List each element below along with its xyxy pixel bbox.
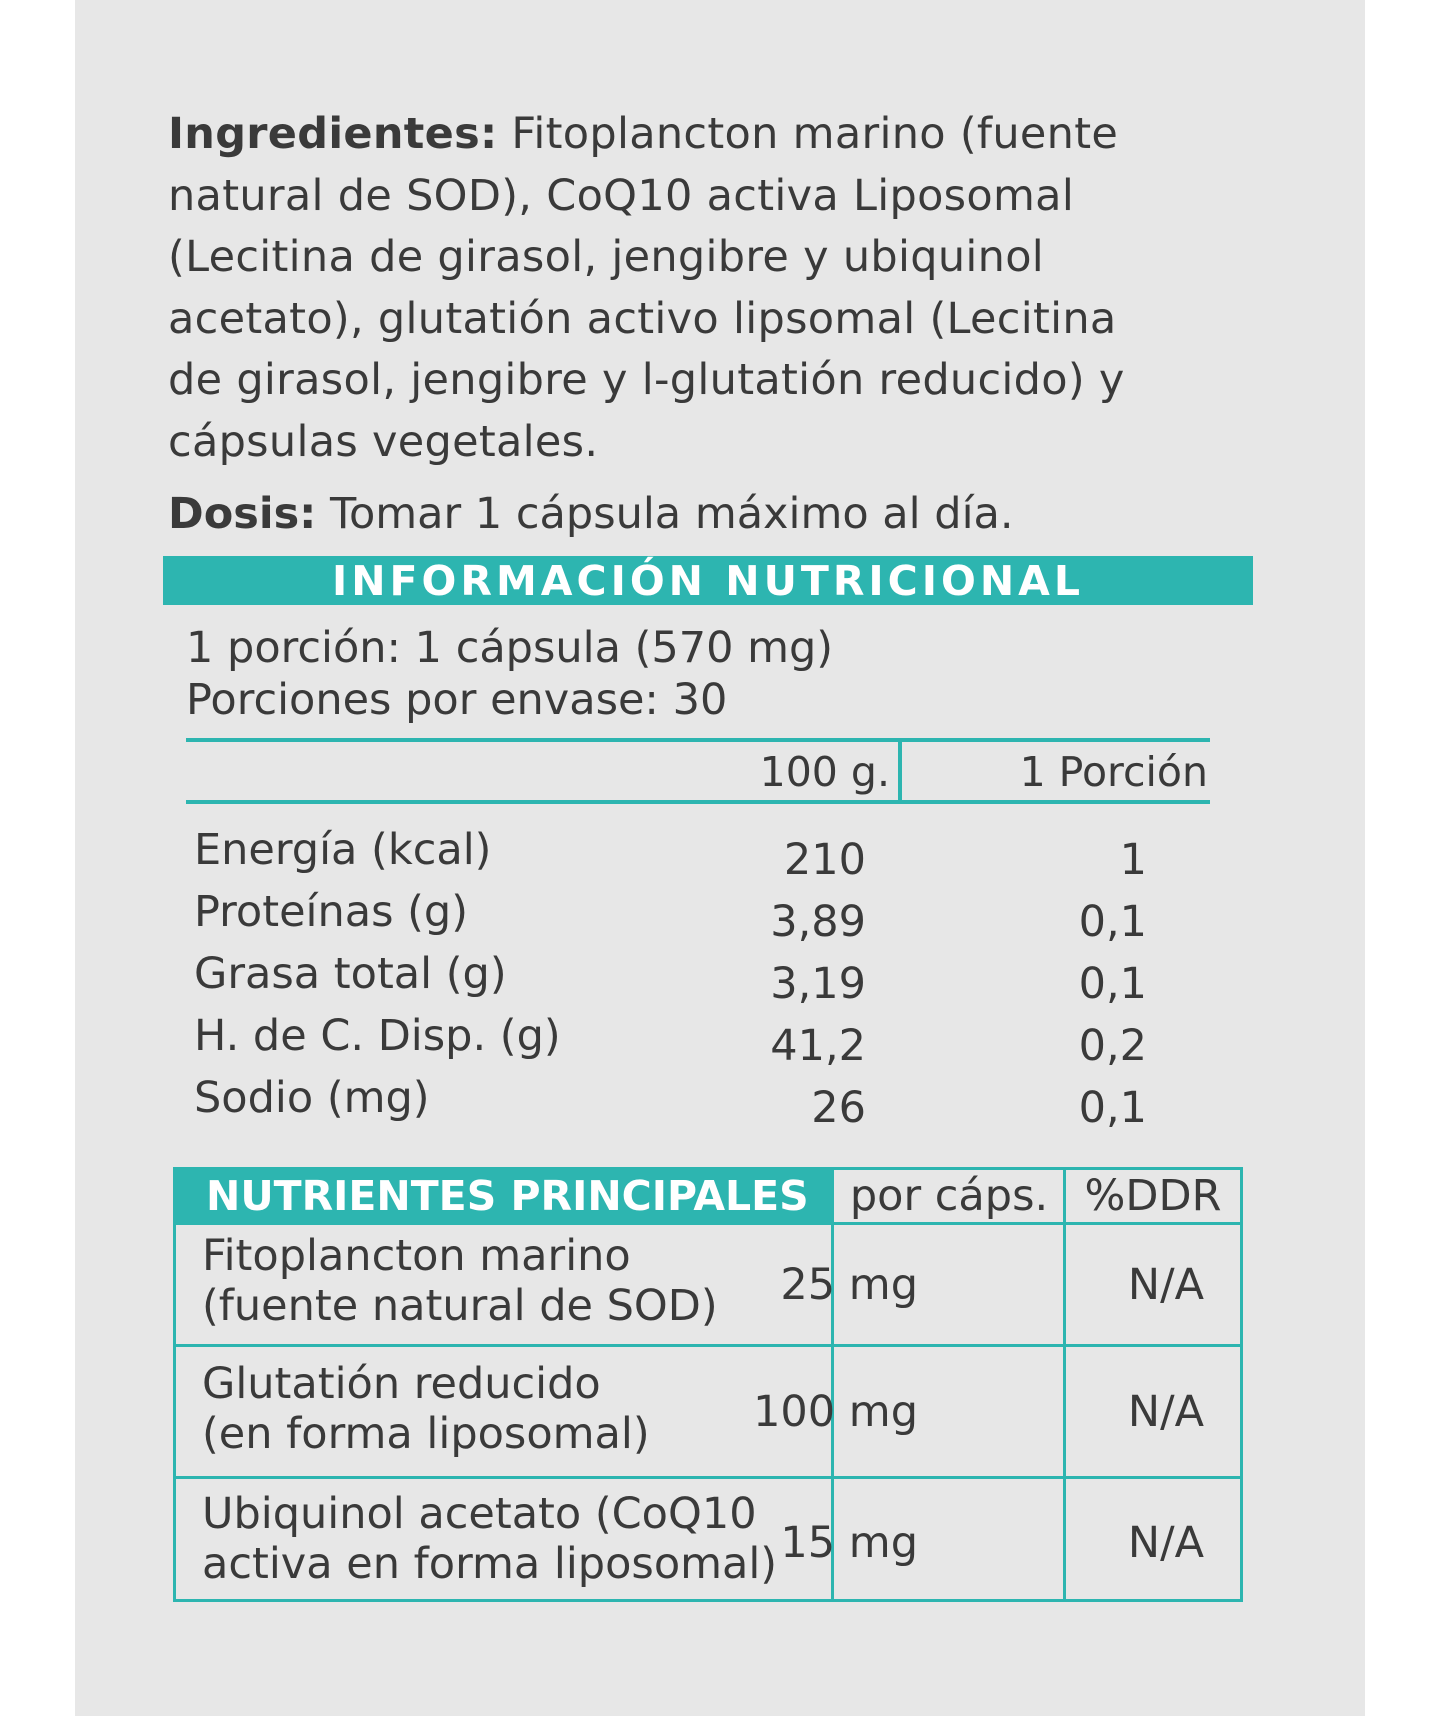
ingredients-line-3: (Lecitina de girasol, jengibre y ubiquinol — [168, 232, 1045, 282]
col-header-portion: 1 Porción — [1019, 748, 1208, 796]
ddr-value: N/A — [1127, 1387, 1204, 1437]
ingredients-label: Ingredientes: — [168, 109, 498, 159]
nutrient-name-line2: (en forma liposomal) — [202, 1409, 650, 1459]
table-row — [176, 1225, 1240, 1344]
table-top-rule — [186, 738, 1210, 742]
nutrient-name-line1: Glutatión reducido — [202, 1359, 601, 1409]
ingredients-text — [168, 104, 1268, 473]
nutrient-label: H. de C. Disp. (g) — [194, 1011, 561, 1061]
nutrient-name-line1: Ubiquinol acetato (CoQ10 — [202, 1489, 757, 1539]
nutrient-label: Energía (kcal) — [194, 825, 492, 875]
col-header-per-capsule: por cáps. — [849, 1171, 1049, 1221]
amount-per-capsule: 25 mg — [780, 1260, 918, 1310]
table-row — [0, 822, 1440, 884]
table-row — [0, 1070, 1440, 1132]
ingredients-line-1: Fitoplancton marino (fuente — [497, 109, 1119, 159]
nutrient-name-line2: activa en forma liposomal) — [202, 1539, 778, 1589]
table-row — [0, 946, 1440, 1008]
nutrition-title: INFORMACIÓN NUTRICIONAL — [331, 556, 1085, 605]
value-per-100g: 3,19 — [770, 959, 866, 1009]
table-row — [176, 1479, 1240, 1599]
dosis-label: Dosis: — [168, 489, 317, 539]
nutrition-title-bar — [163, 556, 1253, 605]
nutrient-label: Sodio (mg) — [194, 1073, 430, 1123]
value-per-100g: 26 — [811, 1083, 866, 1133]
value-per-portion: 0,1 — [1078, 959, 1147, 1009]
col-header-100g: 100 g. — [759, 748, 890, 796]
value-per-100g: 3,89 — [770, 897, 866, 947]
table-header-rule — [186, 800, 1210, 804]
value-per-portion: 0,2 — [1078, 1021, 1147, 1071]
ingredients-line-4: acetato), glutatión activo lipsomal (Lecitina — [168, 293, 1117, 344]
nutrient-name-line2: (fuente natural de SOD) — [202, 1281, 718, 1331]
principal-nutrients-table — [173, 1167, 1243, 1602]
nutrient-label: Grasa total (g) — [194, 949, 507, 999]
dosis-text — [168, 486, 1268, 542]
servings-per-container: Porciones por envase: 30 — [186, 675, 728, 725]
value-per-portion: 0,1 — [1078, 1083, 1147, 1133]
amount-per-capsule: 100 mg — [753, 1387, 918, 1437]
ddr-value: N/A — [1127, 1260, 1204, 1310]
principal-title: NUTRIENTES PRINCIPALES — [206, 1172, 809, 1220]
table-row — [0, 884, 1440, 946]
dosis-value: Tomar 1 cápsula máximo al día. — [316, 489, 1014, 539]
table-column-divider — [898, 742, 902, 800]
ddr-value: N/A — [1127, 1518, 1204, 1568]
value-per-portion: 1 — [1119, 835, 1147, 885]
value-per-portion: 0,1 — [1078, 897, 1147, 947]
ingredients-line-6: cápsulas vegetales. — [168, 416, 599, 467]
value-per-100g: 41,2 — [770, 1021, 866, 1071]
col-header-ddr: %DDR — [1084, 1171, 1222, 1221]
ingredients-line-2: natural de SOD), CoQ10 activa Liposomal — [168, 170, 1075, 221]
table-row — [176, 1347, 1240, 1476]
principal-title-cell — [176, 1170, 831, 1222]
amount-per-capsule: 15 mg — [780, 1518, 918, 1568]
nutrient-name-line1: Fitoplancton marino — [202, 1231, 631, 1281]
value-per-100g: 210 — [783, 835, 866, 885]
ingredients-line-5: de girasol, jengibre y l-glutatión reducido) y — [168, 355, 1125, 405]
nutrient-label: Proteínas (g) — [194, 887, 468, 937]
portion-size: 1 porción: 1 cápsula (570 mg) — [186, 623, 834, 673]
table-row — [0, 1008, 1440, 1070]
